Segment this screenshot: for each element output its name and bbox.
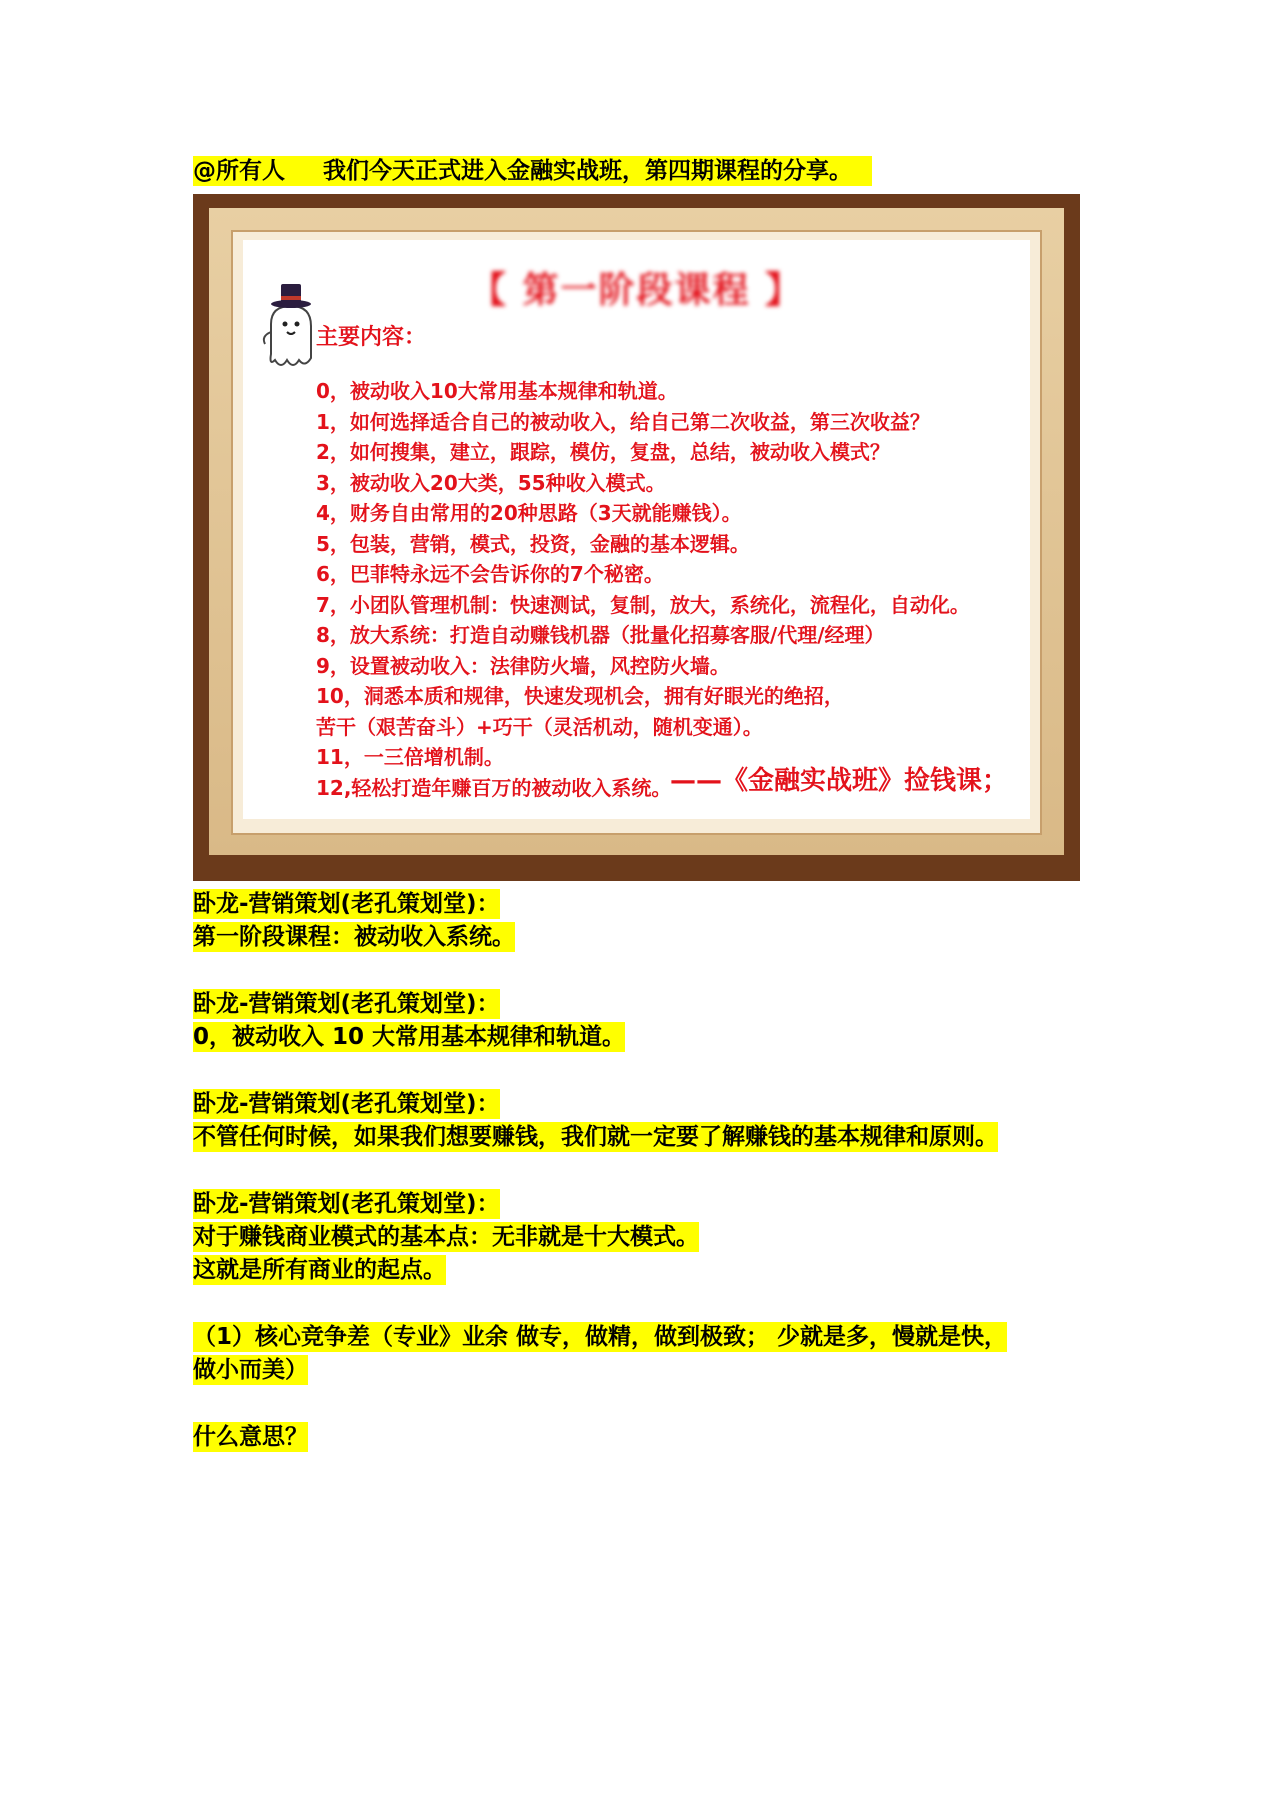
- board-list-item: 3，被动收入20大类，55种收入模式。: [316, 470, 666, 495]
- point-line-1: （1）核心竞争差（专业》业余 做专，做精，做到极致； 少就是多，慢就是快，: [193, 1324, 1008, 1350]
- chat-message: 不管任何时候，如果我们想要赚钱，我们就一定要了解赚钱的基本规律和原则。: [193, 1124, 998, 1150]
- chat-speaker: 卧龙-营销策划(老孔策划堂)：: [193, 1091, 500, 1117]
- board-list-item: 10，洞悉本质和规律，快速发现机会，拥有好眼光的绝招，: [316, 684, 844, 708]
- board-subtitle: 主要内容：: [316, 325, 427, 350]
- chat-message: 对于赚钱商业模式的基本点：无非就是十大模式。: [193, 1224, 699, 1250]
- board-list-item: 9，设置被动收入：法律防火墙，风控防火墙。: [316, 653, 730, 678]
- board-inner-frame: [231, 230, 1042, 835]
- board-list-item: 1，如何选择适合自己的被动收入，给自己第二次收益，第三次收益？: [316, 409, 930, 434]
- board-list-item: 7，小团队管理机制：快速测试，复制，放大，系统化，流程化，自动化。: [316, 592, 970, 617]
- point-line-2: 做小而美）: [193, 1357, 308, 1383]
- mention-tag: @所有人: [193, 158, 285, 184]
- mention-text: 我们今天正式进入金融实战班，第四期课程的分享。: [323, 158, 852, 184]
- question-line: 什么意思？: [193, 1424, 308, 1450]
- board-course-list: [316, 376, 970, 803]
- board-list-item: 12,轻松打造年赚百万的被动收入系统。: [316, 775, 672, 800]
- board-list-item: 2，如何搜集，建立，跟踪，模仿，复盘，总结，被动收入模式？: [316, 440, 890, 464]
- chat-speaker: 卧龙-营销策划(老孔策划堂)：: [193, 991, 500, 1017]
- chat-speaker: 卧龙-营销策划(老孔策划堂)：: [193, 1191, 500, 1217]
- board-list-item: 5，包装，营销，模式，投资，金融的基本逻辑。: [316, 531, 750, 556]
- board-frame: [209, 208, 1064, 855]
- board-title: 【 第一阶段课程 】: [469, 270, 804, 311]
- chat-message: 这就是所有商业的起点。: [193, 1257, 446, 1283]
- mention-highlight: [193, 156, 872, 186]
- board-list-item: 11，一三倍增机制。: [316, 745, 504, 769]
- chat-message: 第一阶段课程：被动收入系统。: [193, 924, 515, 950]
- board-paper: [243, 240, 1030, 819]
- board-list-item: 4，财务自由常用的20种思路（3天就能赚钱）。: [316, 501, 742, 525]
- course-board-image: [193, 194, 1080, 881]
- board-list-item: 0，被动收入10大常用基本规律和轨道。: [316, 379, 678, 403]
- board-list-item: 8，放大系统：打造自动赚钱机器（批量化招募客服/代理/经理）: [316, 623, 885, 647]
- mention-line: [193, 156, 872, 186]
- board-list-item: 6，巴菲特永远不会告诉你的7个秘密。: [316, 562, 664, 586]
- chat-message: 0，被动收入 10 大常用基本规律和轨道。: [193, 1024, 626, 1050]
- chat-speaker: 卧龙-营销策划(老孔策划堂)：: [193, 891, 500, 917]
- board-signature: ——《金融实战班》捡钱课；: [669, 766, 1008, 796]
- board-list-item: 苦干（艰苦奋斗）+巧干（灵活机动，随机变通）。: [316, 714, 763, 739]
